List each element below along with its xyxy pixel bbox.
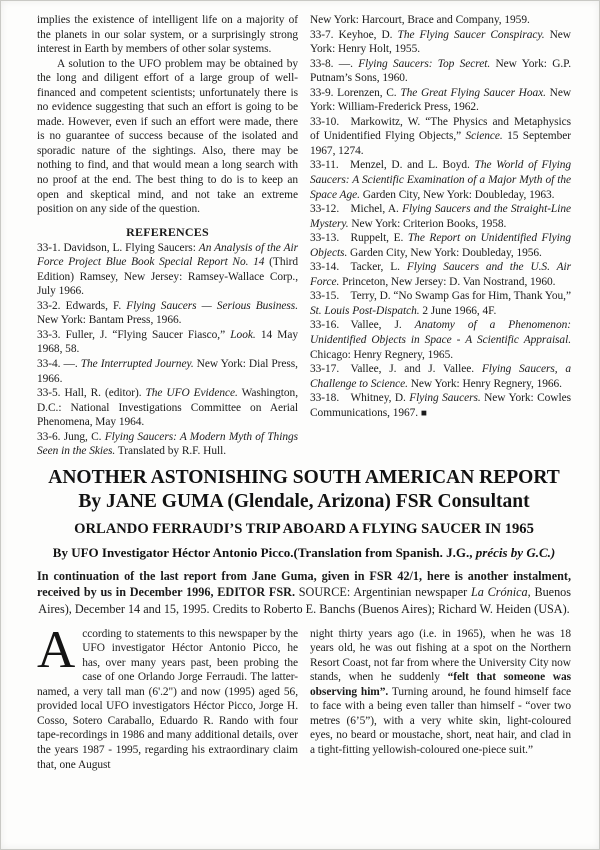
text-run: Flying Saucers: A Modern Myth of Things Seen in the Skies. [37, 430, 298, 458]
text-run: night thirty years ago (i.e. in 1965), when he was 18 years old, he was out fishing at a spot on the Northern Resort Coast, not far from where the University City now stands, when he suddenly [310, 627, 571, 684]
text-run: 33-10. Markowitz, W. “The Physics and Metaphysics of Unidentified Flying Objects,” [310, 115, 571, 143]
text-run: New York: Harcourt, Brace and Company, 1959. [310, 14, 530, 26]
reference-entry [310, 391, 571, 421]
reference-entry [37, 299, 298, 328]
headline-title-line1: ANOTHER ASTONISHING SOUTH AMERICAN REPORT [48, 466, 560, 488]
text-run: Look. [230, 328, 256, 341]
drop-cap-letter: A [37, 620, 76, 679]
headline-title-line2: By JANE GUMA (Glendale, Arizona) FSR Consultant [78, 490, 530, 512]
text-run: 14 May 1968, 58. [37, 328, 298, 356]
text-run: New York: Dial Press, 1966. [37, 358, 298, 385]
body-paragraph [37, 57, 298, 217]
reference-entry [37, 357, 298, 386]
text-run: Chicago: Henry Regnery, 1965. [310, 348, 454, 361]
references-list-left [37, 241, 298, 459]
body-paragraph [37, 13, 298, 57]
text-run: La Crónica, [471, 585, 531, 600]
text-run: The Great Flying Saucer Hoax. [400, 86, 546, 99]
text-run: 33-13. Ruppelt, E. [310, 232, 408, 245]
text-run: 33-3. Fuller, J. “Flying Saucer Fiasco,” [37, 328, 231, 341]
text-run: Buenos Aires), December 14 and 15, 1995. Credits to Roberto E. Banchs (Buenos Aires); Richard W. Heiden (USA). [38, 585, 572, 617]
body-paragraphs [37, 13, 298, 217]
text-run: 33-7. Keyhoe, D. [310, 28, 398, 41]
text-run: Flying Saucers and the U.S. Air Force. [310, 261, 572, 288]
text-run: The Report on Unidentified Flying Objects. [310, 232, 571, 259]
text-run: 33-14. Tacker, L. [310, 261, 407, 274]
text-run: Flying Saucers. [409, 392, 481, 405]
text-run: The Flying Saucer Conspiracy. [397, 28, 545, 41]
reference-entry [37, 241, 298, 299]
text-run: The Interrupted Journey. [80, 358, 194, 371]
reference-entry [310, 362, 571, 391]
text-run: 2 June 1966, 4F. [419, 304, 497, 317]
text-run: implies the existence of intelligent life on a majority of the planets in our solar system, or a surprisingly strong interest in Earth by members of other solar systems. [37, 14, 298, 56]
reference-entry [310, 28, 571, 57]
text-run: Garden City, New York: Doubleday, 1963. [359, 188, 555, 201]
text-run: 33-2. Edwards, F. [37, 299, 127, 312]
text-run: In continuation of the last report from Jane Guma, given in FSR 42/1, here is another instalment, received by us in December 1996, EDITOR FSR. [37, 568, 571, 600]
reference-entry [310, 86, 571, 115]
text-run: 33-15. Terry, D. “No Swamp Gas for Him, Thank You,” [310, 290, 571, 303]
text-run: New York: Henry Holt, 1955. [310, 28, 571, 56]
text-run: Flying Saucers — Serious Business. [126, 299, 298, 312]
reference-entry [310, 318, 571, 362]
text-run: Science. [465, 130, 503, 143]
text-run: Anatomy of a Phenomenon: Unidentified Objects in Space - A Scientific Appraisal. [310, 319, 571, 347]
text-run: A solution to the UFO problem may be obtained by the long and diligent effort of a large group of well-financed and competent scientists; unfortunately there is no evidence suggesting that such an effort is going to be made. However, even if such an effort were made, there is no guarantee of success because of the isolated and sporadic nature of the sightings. Also, there may be nothing to find, and that would mean a long search with no proof at the end. The best thing to do is to keep an open and skeptical mind, and not take an extreme position on any side of the question. [37, 57, 298, 216]
text-run: Flying Saucers, a Challenge to Science. [310, 363, 571, 390]
reference-entry [310, 260, 571, 289]
reference-entry [310, 231, 571, 260]
text-run: 33-4. —. [37, 358, 81, 371]
text-run: Garden City, New York: Doubleday, 1956. [347, 246, 542, 259]
text-run: An Analysis of the Air Force Project Blue Book Special Report No. 14 [37, 241, 298, 269]
references-list-right [310, 28, 571, 422]
reference-entry [310, 57, 571, 86]
reference-entry [310, 115, 571, 159]
text-run: ccording to statements to this newspaper by the UFO investigator Héctor Antonio Picco, he has, over many years past, been probing the case of one Orlando Jorge Ferraudi. The latter-named, a very tall man (6'.2") and now (1995) aged 56, provided local UFO investigators Héctor Picco, Jorge H. Cosso, Sotero Caraballo, Eduardo R. Rando with four tape-recordings in 1986 and many additional details, over the years 1987 - 1995, regarding his extraordinary claim that, one August [37, 627, 298, 771]
text-run: 15 September 1967, 1274. [310, 130, 572, 157]
reference-entry [37, 328, 298, 357]
article-paragraph-left [37, 620, 298, 772]
reference-entry [37, 430, 298, 459]
reference-entry [310, 289, 571, 318]
text-run: 33-17. Vallee, J. and J. Vallee. [310, 363, 482, 376]
bottom-right-column [310, 627, 571, 772]
text-run: 33-6. Jung, C. [37, 430, 105, 443]
text-run: New York: Cowles Communications, 1967. [310, 392, 571, 419]
text-run: 33-9. Lorenzen, C. [310, 86, 401, 99]
text-run: New York: Criterion Books, 1958. [348, 217, 507, 230]
text-run: New York: Bantam Press, 1966. [37, 314, 182, 327]
article-body [37, 620, 571, 772]
text-run: 33-12. Michel, A. [310, 203, 403, 216]
reference-continuation [310, 13, 571, 28]
text-run: 33-16. Vallee, J. [310, 319, 415, 332]
references-section [37, 13, 571, 459]
text-run: St. Louis Post-Dispatch. [310, 304, 420, 317]
text-run: New York: Henry Regnery, 1966. [407, 377, 562, 390]
text-run: Washington, D.C.: National Investigations Committee on Aerial Phenomena, May 1964. [37, 387, 298, 429]
text-run: “felt that someone was observing him”. [310, 671, 571, 698]
text-run: Turning around, he found himself face to face with a being even taller than himself - “over two metres (6’5”), with a very white skin, light-coloured eyes, no beard or moustache, short, neat hair, and clad in a tight-fitting yellowish-coloured one-piece suit.” [310, 685, 571, 757]
top-left-column [37, 13, 298, 459]
editor-intro-note [37, 568, 571, 618]
end-of-article-marker-icon: ■ [420, 407, 427, 419]
text-run: SOURCE: Argentinian newspaper [295, 585, 472, 600]
text-run: 33-11. Menzel, D. and L. Boyd. [310, 159, 475, 172]
text-run: By UFO Investigator Héctor Antonio Picco.(Translation from Spanish. J.G., [52, 544, 476, 560]
top-right-column [310, 13, 571, 459]
bottom-left-column [37, 620, 298, 772]
text-run: The World of Flying Saucers: A Scientific Examination of a Major Myth of the Space Age. [310, 159, 571, 201]
text-run: 33-18. Whitney, D. [310, 392, 410, 405]
text-run: Princeton, New Jersey: D. Van Nostrand, 1960. [339, 275, 556, 288]
text-run: (Third Edition) Ramsey, New Jersey: Ramsey-Wallace Corp., July 1966. [37, 256, 298, 298]
reference-entry [310, 158, 571, 202]
text-run: 33-5. Hall, R. (editor). [37, 387, 146, 400]
text-run: Flying Saucers and the Straight-Line Mystery. [310, 203, 571, 230]
text-run: Flying Saucers: Top Secret. [358, 57, 491, 70]
text-run: 33-1. Davidson, L. Flying Saucers: [37, 241, 199, 254]
text-run: The UFO Evidence. [145, 387, 238, 400]
headline-byline [37, 545, 571, 560]
reference-entry [310, 202, 571, 231]
article-paragraph-right [310, 627, 571, 758]
headline-subtitle: ORLANDO FERRAUDI’S TRIP ABOARD A FLYING SAUCER IN 1965 [74, 520, 534, 537]
article-headline [37, 466, 571, 618]
text-run: précis by G.C.) [475, 544, 556, 560]
text-run: New York: William-Frederick Press, 1962. [310, 86, 572, 114]
text-run: Translated by R.F. Hull. [115, 445, 226, 458]
references-heading: REFERENCES [126, 224, 209, 239]
text-run: 33-8. —. [310, 57, 359, 70]
text-run: New York: G.P. Putnam’s Sons, 1960. [310, 57, 571, 85]
reference-entry [37, 386, 298, 430]
